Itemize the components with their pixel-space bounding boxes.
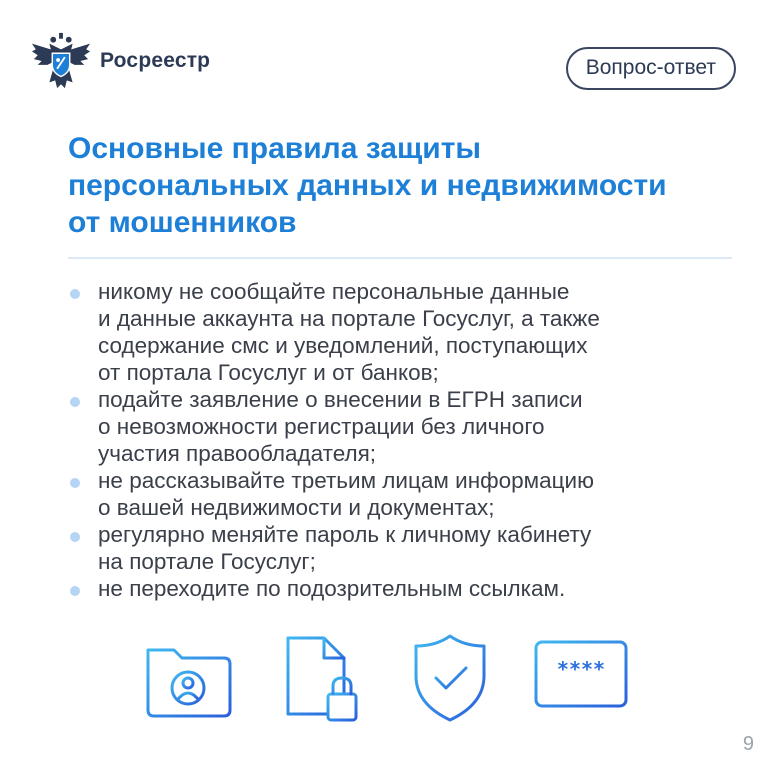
password-monitor-icon <box>536 642 626 720</box>
rule-line: регулярно меняйте пароль к личному кабинету <box>98 522 592 547</box>
rule-line: от портала Госуслуг и от банков; <box>98 360 439 385</box>
title-line: персональных данных и недвижимости <box>68 169 667 202</box>
rule-line: подайте заявление о внесении в ЕГРН записи <box>98 387 583 412</box>
brand-name: Росреестр <box>100 49 211 72</box>
header <box>30 30 210 92</box>
title-line: Основные правила защиты <box>68 132 482 165</box>
locked-document-icon <box>288 638 356 720</box>
user-folder-icon <box>148 650 230 716</box>
rule-item <box>68 386 732 467</box>
rule-line: участия правообладателя; <box>98 441 377 466</box>
rule-item <box>68 521 732 575</box>
password-mask: **** <box>556 657 606 681</box>
rule-line: никому не сообщайте персональные данные <box>98 279 570 304</box>
eagle-emblem-icon <box>30 30 92 92</box>
rule-line: на портале Госуслуг; <box>98 549 316 574</box>
page-title <box>68 130 748 241</box>
rule-line: содержание смс и уведомлений, поступающих <box>98 333 588 358</box>
rule-item <box>68 575 732 602</box>
rule-line: о невозможности регистрации без личного <box>98 414 545 439</box>
page-number: 9 <box>742 733 754 755</box>
rule-line: о вашей недвижимости и документах; <box>98 495 495 520</box>
rule-item <box>68 467 732 521</box>
rule-line: не переходите по подозрительным ссылкам. <box>98 576 566 601</box>
rule-line: не рассказывайте третьим лицам информацию <box>98 468 594 493</box>
rule-line: и данные аккаунта на портале Госуслуг, а также <box>98 306 600 331</box>
rule-item <box>68 278 732 386</box>
security-illustration <box>140 628 640 728</box>
rules-list <box>68 278 732 602</box>
category-badge: Вопрос-ответ <box>566 47 736 90</box>
shield-check-icon <box>416 636 484 720</box>
title-line: от мошенников <box>68 206 297 239</box>
divider <box>68 257 732 259</box>
